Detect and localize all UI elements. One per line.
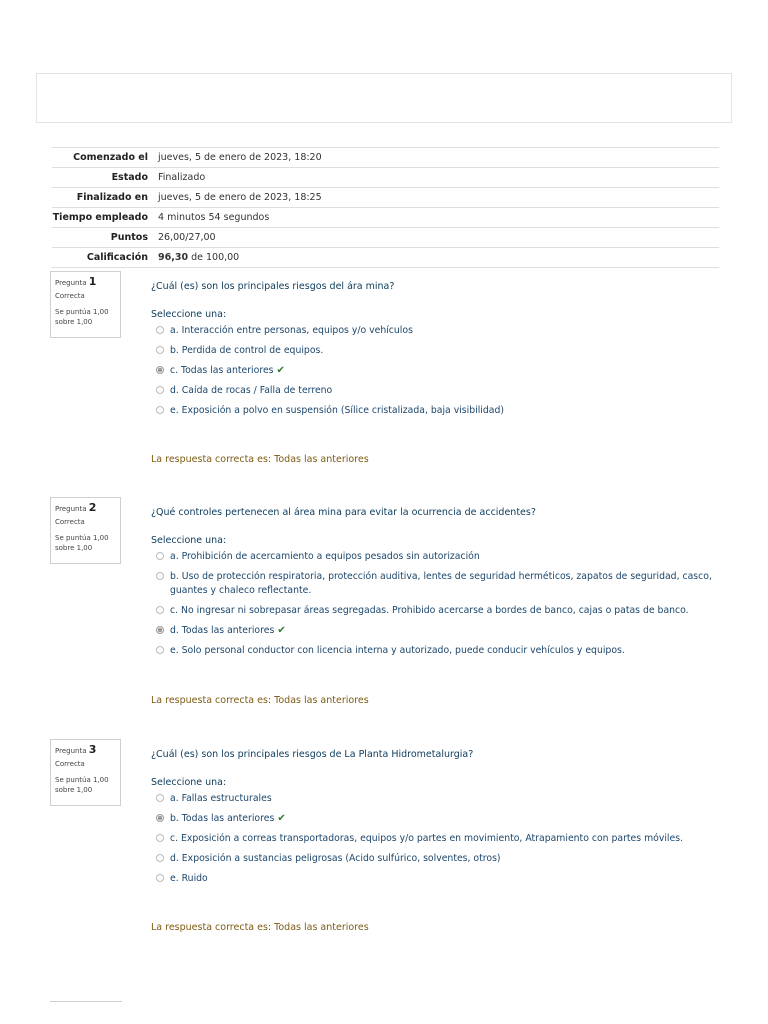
summary-row-grade: [52, 248, 719, 268]
summary-value: 26,00/27,00: [158, 232, 216, 243]
summary-value: jueves, 5 de enero de 2023, 18:20: [158, 152, 322, 163]
question-number-value: 3: [88, 743, 97, 756]
answer-option-label: b. Perdida de control de equipos.: [170, 345, 324, 356]
summary-label: Comenzado el: [73, 152, 148, 163]
answer-option-label: d. Todas las anteriores: [170, 625, 275, 636]
radio-button[interactable]: [156, 326, 164, 334]
grade-value: 96,30: [158, 252, 189, 263]
right-answer-feedback: La respuesta correcta es: Todas las anteriores: [151, 454, 369, 465]
question-info-box: [50, 271, 121, 338]
question-number: [55, 277, 116, 288]
check-icon: ✔: [277, 625, 286, 636]
quiz-summary-table: [52, 147, 719, 268]
question-prompt: Seleccione una:: [151, 309, 227, 320]
answer-option[interactable]: [156, 344, 716, 358]
answer-option-label: d. Exposición a sustancias peligrosas (Acido sulfúrico, solventes, otros): [170, 853, 501, 864]
answer-option-label: e. Ruido: [170, 873, 208, 884]
check-icon: ✔: [277, 813, 286, 824]
summary-row-started: [52, 148, 719, 168]
page-header-box: [36, 73, 732, 123]
answer-option-label: b. Uso de protección respiratoria, protección auditiva, lentes de seguridad herméticos, zapatos de seguridad, casco, guantes y chaleco reflectante.: [170, 571, 712, 596]
radio-button[interactable]: [156, 626, 164, 634]
radio-button[interactable]: [156, 874, 164, 882]
answer-option[interactable]: [156, 570, 716, 598]
answer-option[interactable]: [156, 624, 716, 638]
check-icon: ✔: [276, 365, 285, 376]
radio-button[interactable]: [156, 406, 164, 414]
answer-option[interactable]: [156, 644, 716, 658]
question-number-value: 2: [88, 501, 97, 514]
question-number-label: Pregunta: [55, 279, 87, 287]
right-answer-feedback: La respuesta correcta es: Todas las anteriores: [151, 695, 369, 706]
question-text: ¿Cuál (es) son los principales riesgos de La Planta Hidrometalurgia?: [151, 749, 474, 760]
answer-option-label: e. Exposición a polvo en suspensión (Sílice cristalizada, baja visibilidad): [170, 405, 504, 416]
answer-option-label: c. Todas las anteriores: [170, 365, 274, 376]
answer-option-label: b. Todas las anteriores: [170, 813, 275, 824]
answer-list: [156, 324, 716, 424]
answer-option[interactable]: [156, 364, 716, 378]
answer-option-label: d. Caída de rocas / Falla de terreno: [170, 385, 333, 396]
answer-option[interactable]: [156, 852, 716, 866]
question-text: ¿Cuál (es) son los principales riesgos del ára mina?: [151, 281, 395, 292]
question-prompt: Seleccione una:: [151, 535, 227, 546]
answer-list: [156, 550, 716, 664]
radio-button[interactable]: [156, 366, 164, 374]
radio-button[interactable]: [156, 346, 164, 354]
answer-option-label: c. No ingresar ni sobrepasar áreas segregadas. Prohibido acercarse a bordes de banco, cajas o patas de banco.: [170, 605, 689, 616]
summary-label: Tiempo empleado: [52, 212, 148, 223]
summary-value: jueves, 5 de enero de 2023, 18:25: [158, 192, 322, 203]
answer-option[interactable]: [156, 384, 716, 398]
radio-button[interactable]: [156, 834, 164, 842]
question-grade: Se puntúa 1,00 sobre 1,00: [55, 534, 109, 552]
summary-row-time: [52, 208, 719, 228]
answer-option[interactable]: [156, 324, 716, 338]
answer-option-label: a. Interacción entre personas, equipos y/o vehículos: [170, 325, 413, 336]
answer-option[interactable]: [156, 812, 716, 826]
radio-button[interactable]: [156, 646, 164, 654]
question-state: Correcta: [55, 292, 85, 300]
right-answer-feedback: La respuesta correcta es: Todas las anteriores: [151, 922, 369, 933]
answer-option[interactable]: [156, 550, 716, 564]
answer-list: [156, 792, 716, 892]
question-grade: Se puntúa 1,00 sobre 1,00: [55, 776, 109, 794]
summary-value: 4 minutos 54 segundos: [158, 212, 270, 223]
question-info-box: [50, 739, 121, 806]
summary-label: Finalizado en: [76, 192, 148, 203]
summary-row-points: [52, 228, 719, 248]
question-prompt: Seleccione una:: [151, 777, 227, 788]
summary-value: [153, 248, 719, 268]
summary-row-state: [52, 168, 719, 188]
answer-option-label: c. Exposición a correas transportadoras, equipos y/o partes en movimiento, Atrapamiento con partes móviles.: [170, 833, 684, 844]
answer-option[interactable]: [156, 832, 716, 846]
radio-button[interactable]: [156, 552, 164, 560]
question-number-value: 1: [88, 275, 97, 288]
answer-option[interactable]: [156, 404, 716, 418]
question-grade: Se puntúa 1,00 sobre 1,00: [55, 308, 109, 326]
question-state: Correcta: [55, 760, 85, 768]
summary-row-finished: [52, 188, 719, 208]
grade-total: de 100,00: [188, 252, 240, 263]
question-text: ¿Qué controles pertenecen al área mina para evitar la ocurrencia de accidentes?: [151, 507, 536, 518]
summary-value: Finalizado: [158, 172, 206, 183]
radio-button[interactable]: [156, 386, 164, 394]
question-number: [55, 503, 116, 514]
summary-label: Estado: [111, 172, 148, 183]
radio-button[interactable]: [156, 572, 164, 580]
answer-option-label: a. Prohibición de acercamiento a equipos pesados sin autorización: [170, 551, 480, 562]
radio-button[interactable]: [156, 794, 164, 802]
radio-button[interactable]: [156, 814, 164, 822]
answer-option[interactable]: [156, 792, 716, 806]
question-number-label: Pregunta: [55, 505, 87, 513]
answer-option-label: e. Solo personal conductor con licencia interna y autorizado, puede conducir vehículos y equipos.: [170, 645, 625, 656]
answer-option-label: a. Fallas estructurales: [170, 793, 272, 804]
answer-option[interactable]: [156, 604, 716, 618]
radio-button[interactable]: [156, 854, 164, 862]
question-info-box: [50, 497, 121, 564]
summary-label: Puntos: [110, 232, 148, 243]
summary-label: Calificación: [86, 252, 148, 263]
question-number: [55, 745, 116, 756]
question-state: Correcta: [55, 518, 85, 526]
answer-option[interactable]: [156, 872, 716, 886]
next-question-box-edge: [50, 1001, 122, 1002]
radio-button[interactable]: [156, 606, 164, 614]
question-number-label: Pregunta: [55, 747, 87, 755]
